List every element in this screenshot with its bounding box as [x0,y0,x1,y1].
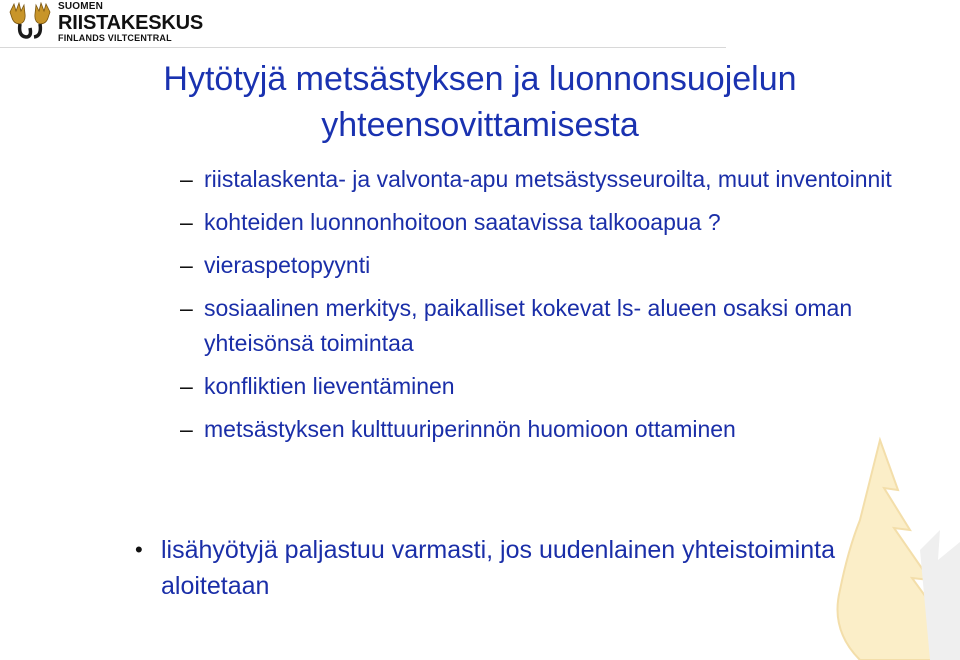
list-item-text: riistalaskenta- ja valvonta-apu metsästysseuroilta, muut inventoinnit [204,166,892,192]
logo-main-text: RIISTAKESKUS [58,12,204,34]
title-line-2: yhteensovittamisesta [321,106,639,144]
title-line-1: Hytötyjä metsästyksen ja luonnonsuojelun [163,60,797,98]
header [0,0,960,52]
dash-marker: – [180,252,193,278]
list-item [180,291,920,361]
list-item-text: kohteiden luonnonhoitoon saatavissa talkooapua ? [204,209,721,235]
list-item-text: sosiaalinen merkitys, paikalliset kokevat ls- alueen osaksi oman yhteisönsä toimintaa [204,295,853,356]
logo-top-text: SUOMEN [58,1,104,12]
logo-text [58,2,203,43]
sub-point-list [180,162,920,455]
header-divider [0,47,726,48]
slide-title [40,56,920,148]
list-item-text: konfliktien lieventäminen [204,373,455,399]
logo-sub-text: FINLANDS VILTCENTRAL [58,33,172,43]
main-bullet-item [135,532,861,604]
antler-logo-icon [6,2,54,40]
list-item-text: metsästyksen kulttuuriperinnön huomioon ottaminen [204,416,736,442]
list-item [180,162,920,197]
main-bullet-text: lisähyötyjä paljastuu varmasti, jos uudenlainen yhteistoiminta aloitetaan [161,536,835,600]
dash-marker: – [180,166,193,192]
list-item [180,412,920,447]
list-item [180,248,920,283]
dash-marker: – [180,373,193,399]
dash-marker: – [180,209,193,235]
dash-marker: – [180,295,193,321]
list-item-text: vieraspetopyynti [204,252,371,278]
dash-marker: – [180,416,193,442]
list-item [180,369,920,404]
list-item [180,205,920,240]
bullet-dot: • [135,537,143,562]
